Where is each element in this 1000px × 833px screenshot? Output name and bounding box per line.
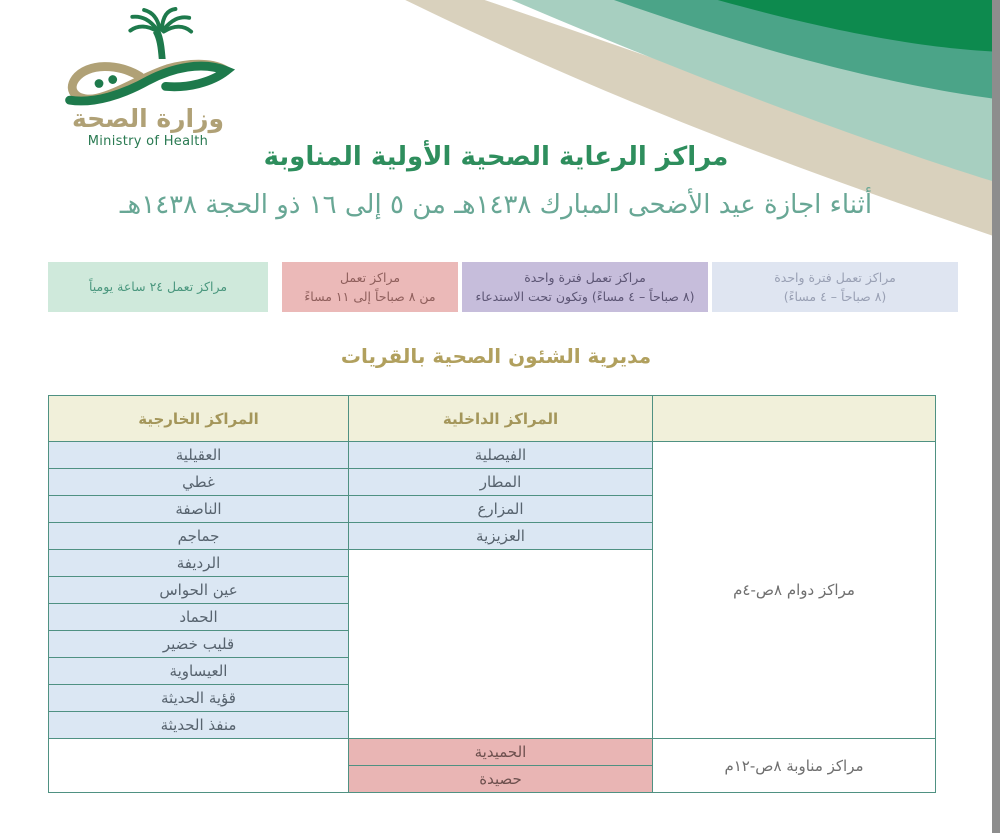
- ministry-logo: [50, 6, 246, 149]
- legend-single-shift-oncall-line2: (٨ صباحاً – ٤ مساءً) وتكون تحت الاستدعاء: [475, 289, 695, 304]
- logo-swoosh: [70, 64, 227, 101]
- legend-24-hours: [48, 262, 268, 312]
- swoosh-dot: [108, 75, 117, 84]
- external-center-cell: العقيلية: [49, 442, 349, 469]
- header-external: المراكز الخارجية: [49, 396, 349, 442]
- internal-center-cell-duty: حصيدة: [349, 766, 653, 793]
- external-center-cell: الرديفة: [49, 550, 349, 577]
- section-title: مديرية الشئون الصحية بالقريات: [340, 344, 652, 368]
- internal-center-cell: المطار: [349, 469, 653, 496]
- table-row: [49, 739, 936, 766]
- external-center-cell: عين الحواس: [49, 577, 349, 604]
- legend-eight-to-eleven: [282, 262, 458, 312]
- category-cell-on-duty: مراكز مناوبة ٨ص-١٢م: [653, 739, 936, 793]
- internal-center-cell: العزيزية: [349, 523, 653, 550]
- external-center-cell: العيساوية: [49, 658, 349, 685]
- external-center-cell: غطي: [49, 469, 349, 496]
- external-center-cell: جماجم: [49, 523, 349, 550]
- legend-eight-to-eleven-line1: مراكز تعمل: [339, 269, 401, 285]
- legend-single-shift: [712, 262, 958, 312]
- legend-single-shift-oncall: [462, 262, 708, 312]
- internal-center-cell-duty: الحميدية: [349, 739, 653, 766]
- table-header-row: [49, 396, 936, 442]
- external-center-cell: الحماد: [49, 604, 349, 631]
- empty-internal-cell: [349, 550, 653, 739]
- centers-table: [48, 395, 936, 793]
- page-subtitle: أثناء اجازة عيد الأضحى المبارك ١٤٣٨هـ من ٥ إلى ١٦ ذو الحجة ١٤٣٨هـ: [119, 190, 873, 220]
- external-center-cell: قليب خضير: [49, 631, 349, 658]
- external-center-cell: الناصفة: [49, 496, 349, 523]
- header-internal: المراكز الداخلية: [349, 396, 653, 442]
- swoosh-dot: [95, 79, 104, 88]
- table-row: [49, 442, 936, 469]
- page-title: مراكز الرعاية الصحية الأولية المناوبة: [263, 142, 729, 172]
- palm-tree-icon: [130, 9, 191, 59]
- legend-row: [48, 262, 958, 312]
- legend-single-shift-oncall-line1: مراكز تعمل فترة واحدة: [524, 269, 646, 285]
- internal-center-cell: المزارع: [349, 496, 653, 523]
- legend-24-hours-line1: مراكز تعمل ٢٤ ساعة يومياً: [88, 279, 228, 295]
- right-border-strip: [992, 0, 1000, 833]
- legend-eight-to-eleven-line2: من ٨ صباحاً إلى ١١ مساءً: [304, 289, 436, 304]
- internal-center-cell: الفيصلية: [349, 442, 653, 469]
- header-category: [653, 396, 936, 442]
- legend-single-shift-line1: مراكز تعمل فترة واحدة: [774, 269, 896, 285]
- external-center-cell: منفذ الحديثة: [49, 712, 349, 739]
- moh-logo-icon: [50, 6, 246, 110]
- category-cell-day-shift: مراكز دوام ٨ص-٤م: [653, 442, 936, 739]
- legend-single-shift-line2: (٨ صباحاً – ٤ مساءً): [783, 289, 887, 304]
- empty-external-cell: [49, 739, 349, 793]
- logo-arabic-name: وزارة الصحة: [71, 104, 225, 133]
- external-center-cell: قؤية الحديثة: [49, 685, 349, 712]
- logo-english-name: Ministry of Health: [87, 134, 209, 149]
